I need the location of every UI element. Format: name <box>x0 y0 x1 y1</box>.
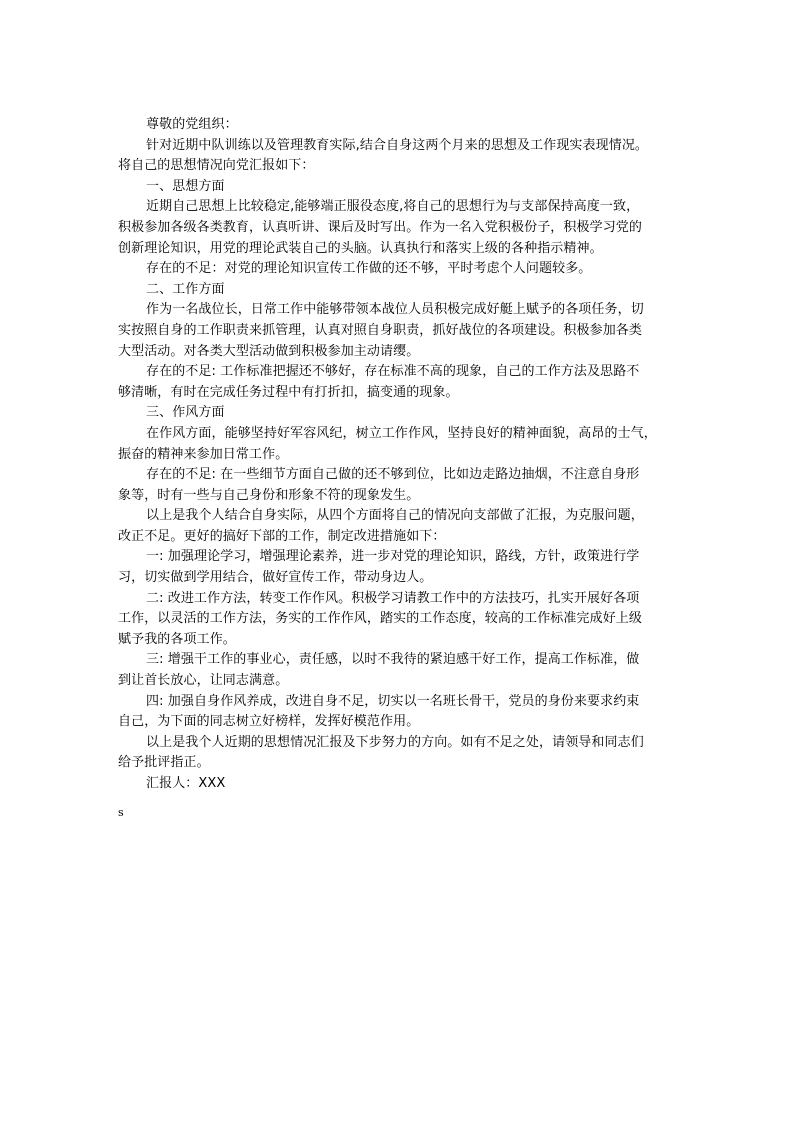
text-line: 实按照自身的工作职责来抓管理，认真对照自身职责，抓好战位的各项建设。积极参加各类 <box>118 322 643 338</box>
text-line: 创新理论知识，用党的理论武装自己的头脑。认真执行和落实上级的各种指示精神。 <box>118 240 603 256</box>
salutation-line: 尊敬的党组织： <box>146 117 238 132</box>
text-line: 作为一名战位长，日常工作中能够带领本战位人员积极完成好艇上赋予的各项任务，切 <box>146 302 644 318</box>
text-line: 给予批评指正。 <box>118 755 210 771</box>
text-line: 以上是我个人结合自身实际，从四个方面将自己的情况向支部做了汇报，为克服问题， <box>146 508 644 524</box>
trailing-mark: s <box>118 806 124 819</box>
text-line: 存在的不足: 在一些细节方面自己做的还不够到位，比如边走路边抽烟，不注意自身形 <box>146 467 640 483</box>
text-line: 一、思想方面 <box>146 178 225 194</box>
text-line: 习，切实做到学用结合，做好宣传工作，带动身边人。 <box>118 570 433 586</box>
text-line: 二、工作方面 <box>146 281 225 297</box>
text-line: 在作风方面，能够坚持好军容风纪，树立工作作风，坚持良好的精神面貌，高昂的士气， <box>146 425 657 441</box>
text-line: 积极参加各级各类教育，认真听讲、课后及时写出。作为一名入党积极份子，积极学习党的 <box>118 219 643 235</box>
text-line: 三: 增强干工作的事业心，责任感，以时不我待的紧迫感干好工作，提高工作标准，做 <box>146 652 640 668</box>
text-line: 存在的不足: 工作标准把握还不够好，存在标准不高的现象，自己的工作方法及思路不 <box>146 364 640 380</box>
text-line: 存在的不足：对党的理论知识宣传工作做的还不够，平时考虑个人问题较多。 <box>146 261 592 277</box>
text-line: 三、作风方面 <box>146 405 225 421</box>
text-line: 二: 改进工作方法，转变工作作风。积极学习请教工作中的方法技巧，扎实开展好各项 <box>146 590 640 606</box>
text-line: 振奋的精神来参加日常工作。 <box>118 446 289 462</box>
text-line: 到让首长放心，让同志满意。 <box>118 673 289 689</box>
text-line: 针对近期中队训练以及管理教育实际,结合自身这两个月来的思想及工作现实表现情况。 <box>146 137 649 153</box>
signature-line: 汇报人：XXX <box>146 776 226 791</box>
text-line: 一: 加强理论学习，增强理论素养，进一步对党的理论知识，路线，方针，政策进行学 <box>146 549 640 565</box>
text-line: 工作，以灵活的工作方法，务实的工作作风，踏实的工作态度，较高的工作标准完成好上级 <box>118 611 643 627</box>
report-body <box>118 115 688 795</box>
text-line: 自己，为下面的同志树立好榜样，发挥好模范作用。 <box>118 714 420 730</box>
text-line: 大型活动。对各类大型活动做到积极参加主动请缨。 <box>118 343 420 359</box>
text-line: 赋予我的各项工作。 <box>118 631 236 647</box>
text-line: 改正不足。更好的搞好下部的工作，制定改进措施如下： <box>118 528 446 544</box>
text-line: 四: 加强自身作风养成，改进自身不足，切实以一名班长骨干，党员的身份来要求约束 <box>146 693 640 709</box>
text-line: 以上是我个人近期的思想情况汇报及下步努力的方向。如有不足之处，请领导和同志们 <box>146 734 644 750</box>
text-line: 象等，时有一些与自己身份和形象不符的现象发生。 <box>118 487 420 503</box>
text-line: 近期自己思想上比较稳定,能够端正服役态度,将自己的思想行为与支部保持高度一致， <box>146 199 640 215</box>
text-line: 将自己的思想情况向党汇报如下： <box>118 158 315 174</box>
text-line: 够清晰，有时在完成任务过程中有打折扣，搞变通的现象。 <box>118 384 459 400</box>
